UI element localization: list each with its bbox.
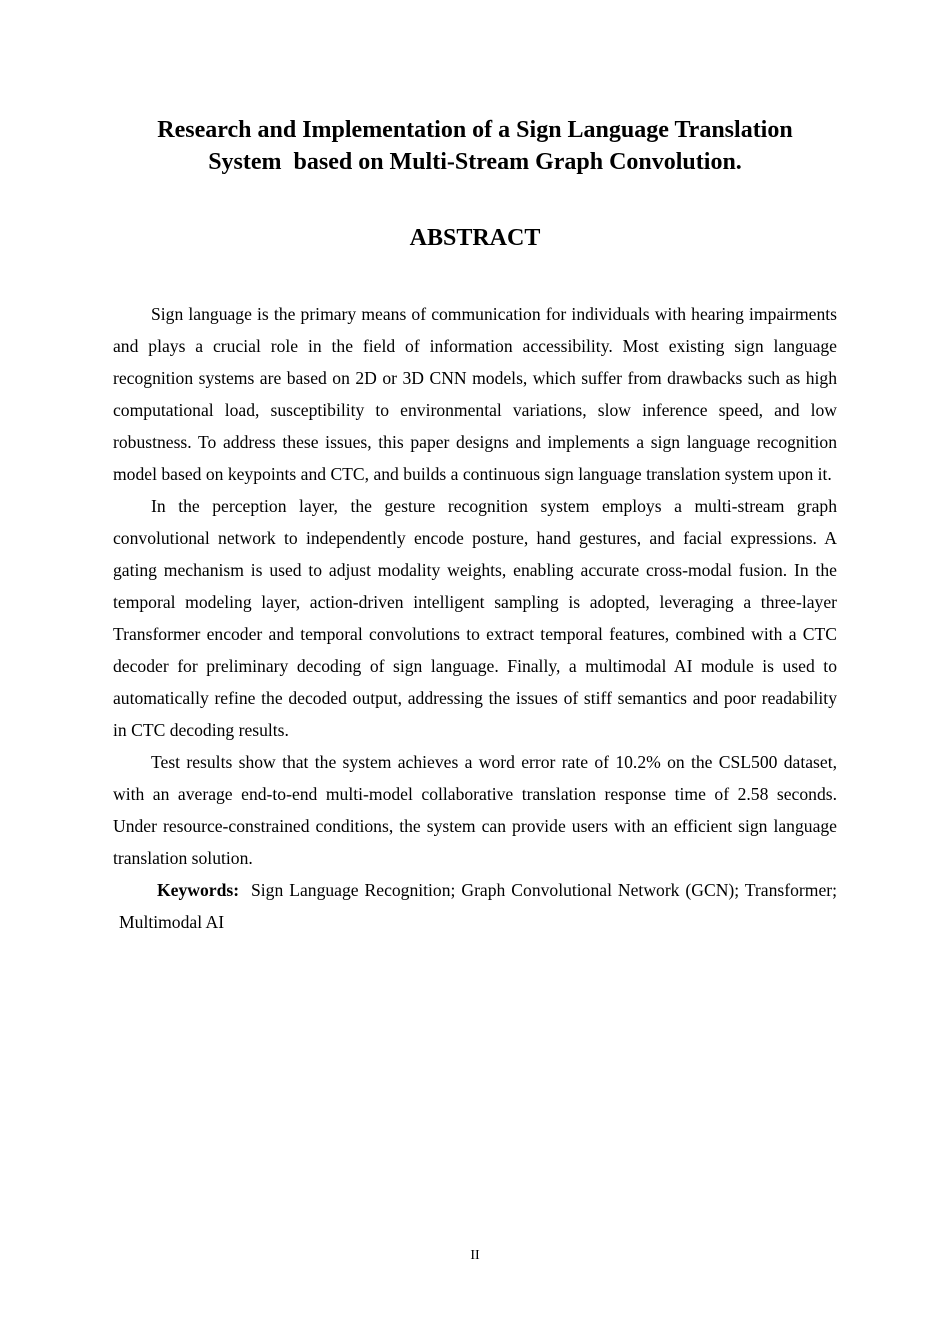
- keywords-text: Sign Language Recognition; Graph Convolutional Network (GCN); Transformer; Multimodal AI: [119, 880, 838, 932]
- abstract-heading: ABSTRACT: [409, 225, 541, 251]
- paper-title-line-1: Research and Implementation of a Sign Language Translation: [157, 117, 793, 143]
- abstract-paragraph-3: Test results show that the system achieves a word error rate of 10.2% on the CSL500 dataset, with an average end-to-end multi-model collaborative translation response time of 2.58 seconds. Under resource-constrained conditions, the system can provide users with an efficient sign language translation solution.: [113, 752, 837, 868]
- keywords-label: Keywords:: [157, 880, 240, 900]
- abstract-paragraph-2: In the perception layer, the gesture recognition system employs a multi-stream graph convolutional network to independently encode posture, hand gestures, and facial expressions. A gating mechanism is used to adjust modality weights, enabling accurate cross-modal fusion. In the temporal modeling layer, action-driven intelligent sampling is adopted, leveraging a three-layer Transformer encoder and temporal convolutions to extract temporal features, combined with a CTC decoder for preliminary decoding of sign language. Finally, a multimodal AI module is used to automatically refine the decoded output, addressing the issues of stiff semantics and poor readability in CTC decoding results.: [113, 496, 837, 740]
- abstract-body: [113, 298, 837, 938]
- paper-title-line-2: System based on Multi-Stream Graph Convolution.: [208, 149, 742, 175]
- abstract-paragraph-1: Sign language is the primary means of communication for individuals with hearing impairments and plays a crucial role in the field of information accessibility. Most existing sign language recognition systems are based on 2D or 3D CNN models, which suffer from drawbacks such as high computational load, susceptibility to environmental variations, slow inference speed, and low robustness. To address these issues, this paper designs and implements a sign language recognition model based on keypoints and CTC, and builds a continuous sign language translation system upon it.: [113, 304, 837, 484]
- keywords-line: [113, 874, 837, 938]
- page-number: II: [470, 1248, 480, 1263]
- paper-title: [113, 114, 837, 178]
